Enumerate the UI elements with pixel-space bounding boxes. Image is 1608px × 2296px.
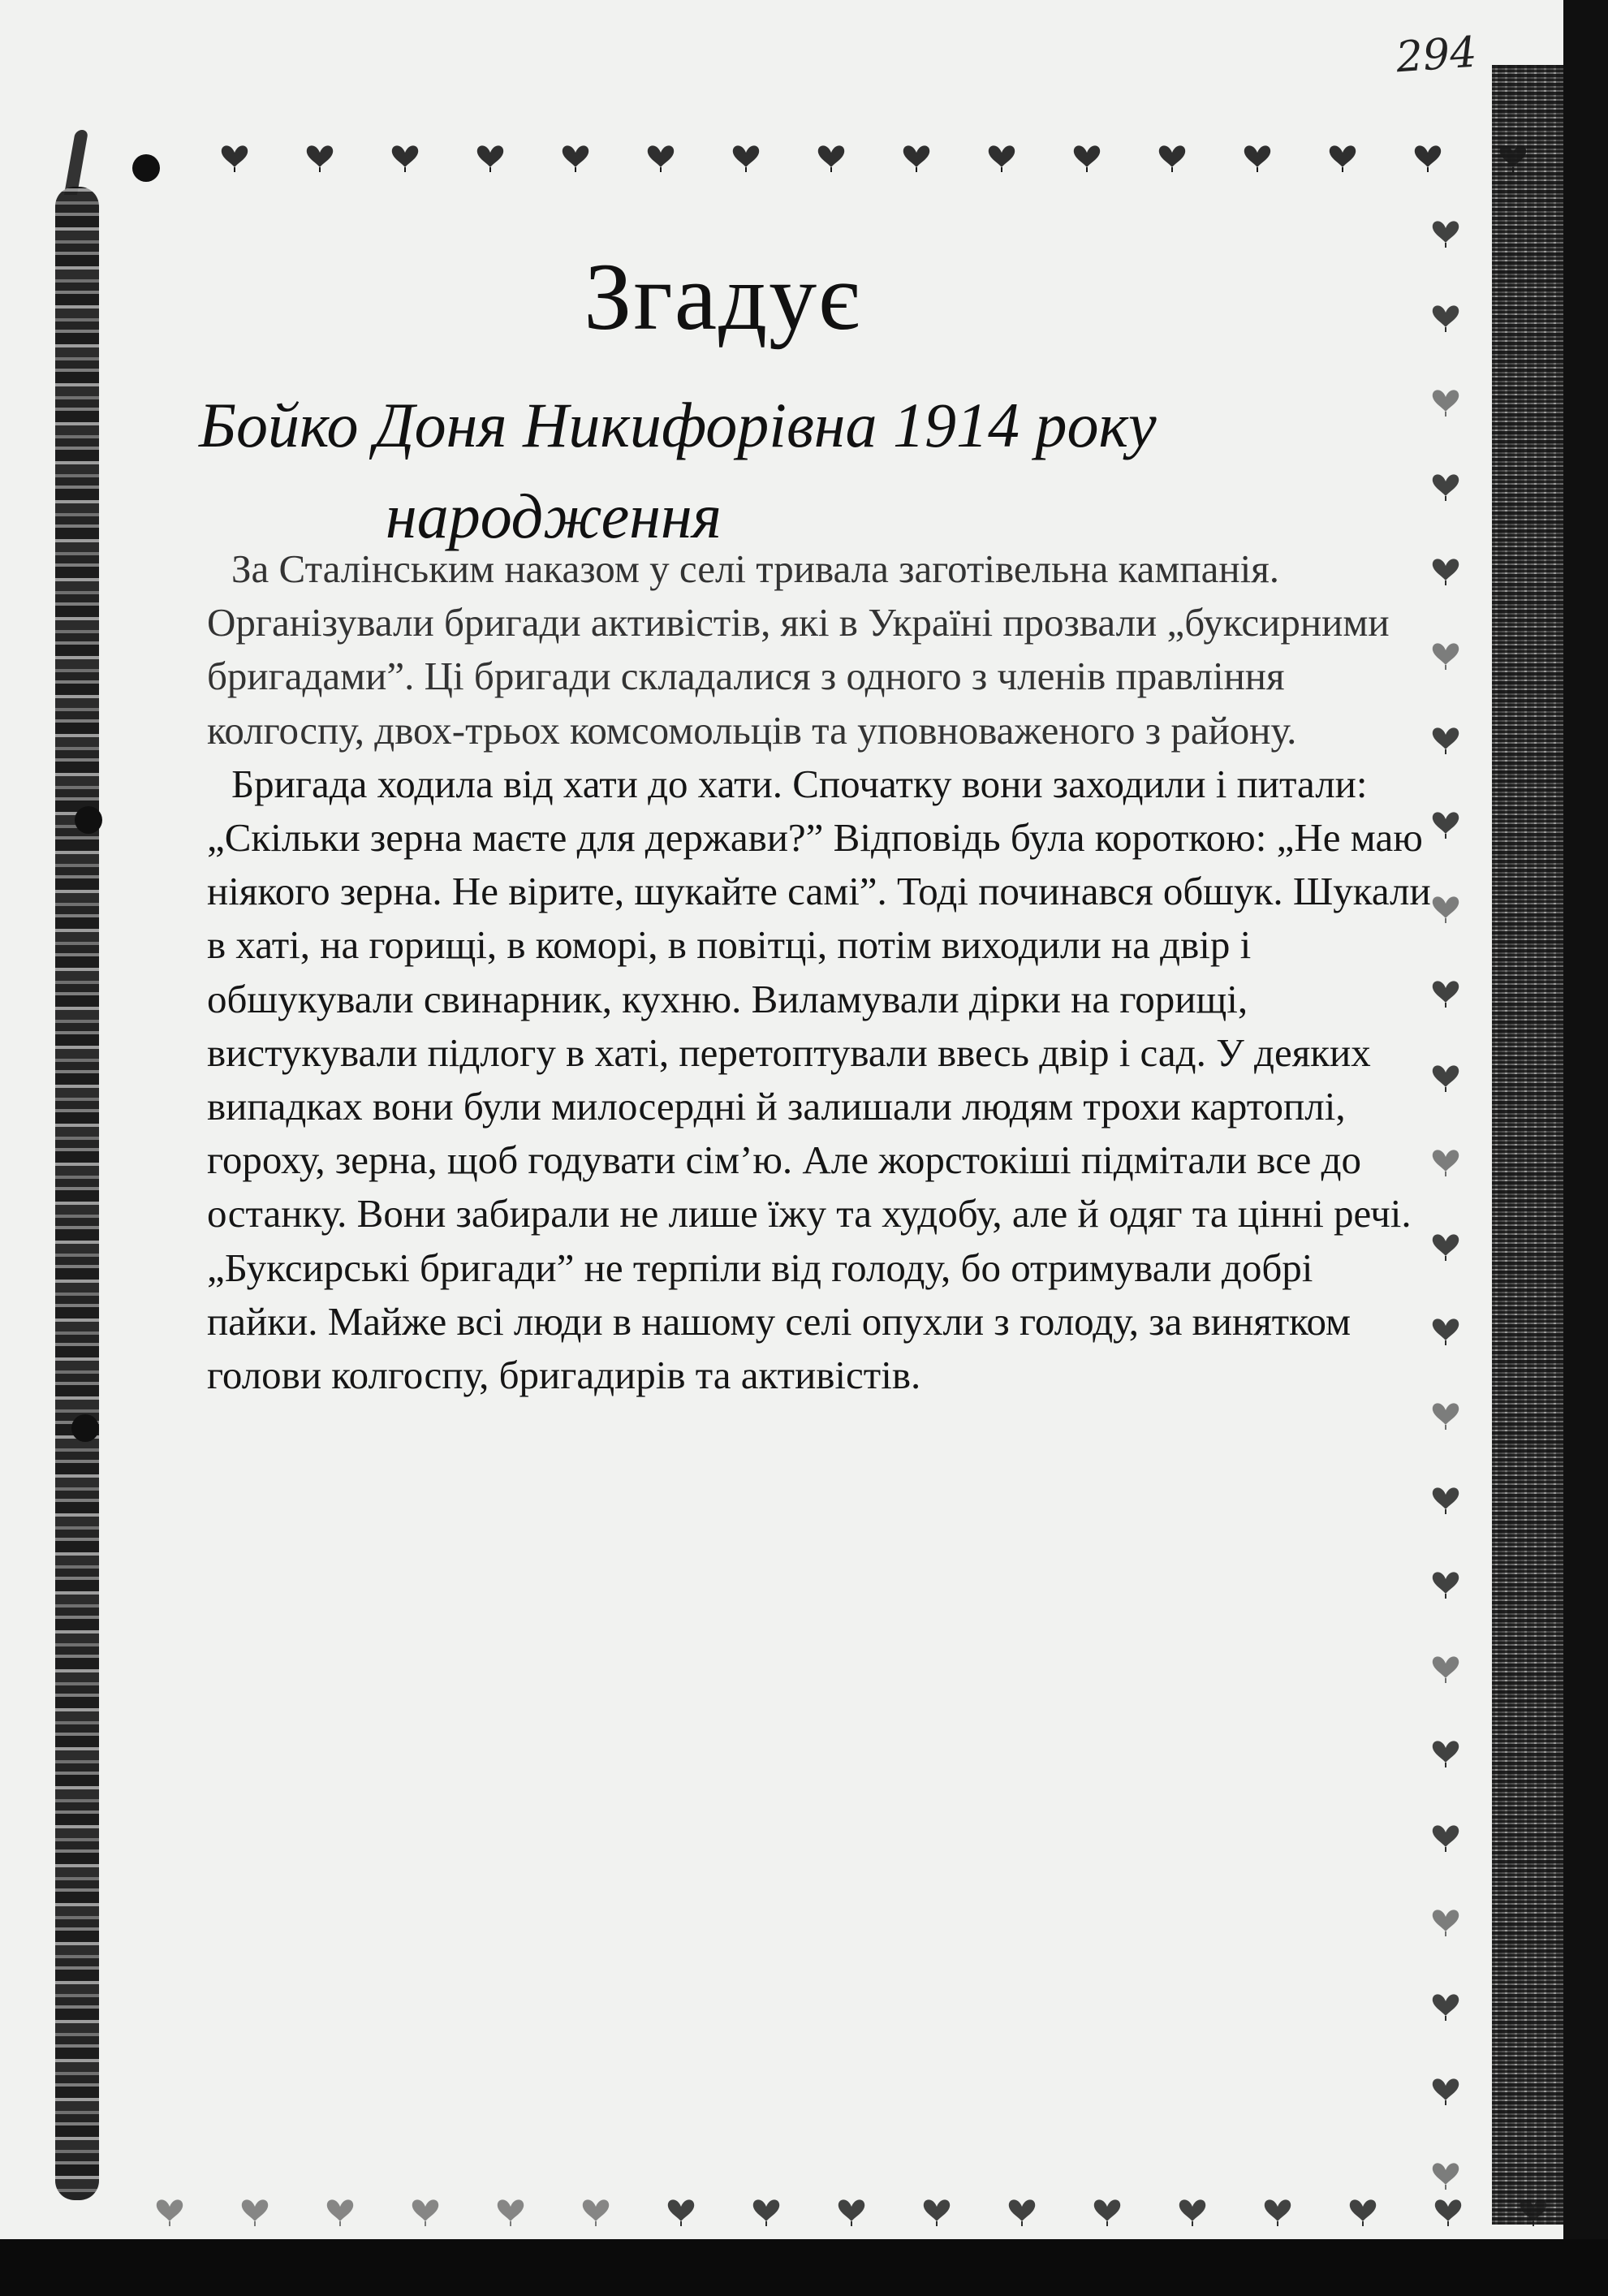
heart-balloon-icon — [410, 2194, 441, 2226]
heart-balloon-icon — [390, 140, 420, 172]
heart-balloon-icon — [219, 140, 250, 172]
heart-balloon-icon — [1430, 1904, 1461, 1936]
heart-balloon-icon — [1242, 140, 1273, 172]
heart-balloon-icon — [325, 2194, 356, 2226]
heart-balloon-icon — [1430, 2073, 1461, 2105]
heart-balloon-icon — [475, 140, 506, 172]
heart-balloon-icon — [836, 2194, 867, 2226]
heart-balloon-icon — [1430, 468, 1461, 501]
heart-balloon-icon — [901, 140, 932, 172]
heart-balloon-icon — [1430, 891, 1461, 923]
heart-balloon-icon — [1430, 1397, 1461, 1430]
heart-balloon-icon — [1433, 2194, 1464, 2226]
paragraph-2: Бригада ходила від хати до хати. Спочатку вони заходили і питали: „Скільки зерна маєте для держави?” Відповідь була короткою: „Не маю ніякого зерна. Не вірите, шукайте самі”. Тоді починався обшук. Шукали в хаті, на горищі, в коморі, в повітці, потім виходили на двір і обшукували свинарник, кухню. Виламували дірки на горищі, вистукували підлогу в хаті, перетоптували ввесь двір і сад. У деяких випадках вони були милосердні й залишали людям трохи картоплі, гороху, зерна, щоб годувати сім’ю. Але жорстокіші підмітали все до останку. Вони забирали не лише їжу та худобу, але й одяг та цінні речі. „Буксирські бригади” не терпіли від голоду, бо отримували добрі пайки. Майже всі люди в нашому селі опухли з голоду, за винятком голови колгоспу, бригадирів та активістів. — [207, 761, 1431, 1398]
left-border-tip — [64, 130, 88, 195]
heart-balloon-icon — [1430, 1988, 1461, 2021]
heart-balloon-icon — [1430, 722, 1461, 754]
heart-balloon-icon — [1071, 140, 1102, 172]
heart-balloon-icon — [154, 2194, 185, 2226]
heart-balloon-icon — [1430, 384, 1461, 416]
heart-balloon-icon — [1430, 1144, 1461, 1176]
heart-balloon-icon — [816, 140, 847, 172]
heart-balloon-icon — [1430, 1651, 1461, 1683]
page-number: 294 — [1395, 28, 1479, 83]
heart-balloon-icon — [1430, 1060, 1461, 1092]
heart-balloon-icon — [1498, 140, 1528, 172]
heart-balloon-icon — [1430, 1566, 1461, 1599]
subtitle-line-1: Бойко Доня Никифорівна 1914 року — [199, 390, 1157, 460]
paragraph-1: За Сталінським наказом у селі тривала заготівельна кампанія. Організували бригади активістів, які в Україні прозвали „буксирними бригадами”. Ці бригади складалися з одного з членів правління колгоспу, двох-трьох комсомольців та уповноваженого з району. — [207, 546, 1390, 753]
heart-balloon-icon — [495, 2194, 526, 2226]
heart-balloon-icon — [1157, 140, 1188, 172]
heart-balloon-icon — [1092, 2194, 1123, 2226]
body-text — [207, 542, 1433, 1402]
scan-edge-bottom — [0, 2239, 1608, 2296]
heart-balloon-icon — [1430, 1313, 1461, 1345]
heart-balloon-icon — [751, 2194, 782, 2226]
heart-balloon-icon — [921, 2194, 952, 2226]
heart-balloon-icon — [1347, 2194, 1378, 2226]
heart-balloon-icon — [1262, 2194, 1293, 2226]
scan-edge-right — [1563, 0, 1608, 2296]
punch-hole — [75, 806, 102, 834]
heart-balloon-icon — [1177, 2194, 1208, 2226]
punch-hole — [132, 154, 160, 182]
heart-balloon-icon — [1430, 1819, 1461, 1852]
heart-balloon-icon — [1430, 1482, 1461, 1514]
page-title: Згадує — [584, 244, 861, 350]
heart-balloon-icon — [304, 140, 335, 172]
heart-balloon-icon — [986, 140, 1017, 172]
heart-balloon-icon — [645, 140, 676, 172]
heart-balloon-icon — [1430, 975, 1461, 1008]
heart-balloon-icon — [1412, 140, 1443, 172]
left-ornamental-border — [55, 187, 99, 2200]
heart-balloon-icon — [731, 140, 761, 172]
heart-balloon-icon — [1007, 2194, 1037, 2226]
heart-balloon-icon — [1430, 2157, 1461, 2190]
heart-balloon-icon — [1430, 553, 1461, 585]
heart-balloon-icon — [1430, 806, 1461, 839]
punch-hole — [71, 1414, 99, 1442]
heart-balloon-icon — [560, 140, 591, 172]
heart-balloon-icon — [1327, 140, 1358, 172]
heart-balloon-icon — [239, 2194, 270, 2226]
copier-noise-strip — [1492, 65, 1563, 2225]
heart-balloon-icon — [1430, 637, 1461, 670]
subtitle-line-2: народження — [386, 481, 722, 551]
heart-balloon-icon — [1518, 2194, 1549, 2226]
heart-balloon-icon — [580, 2194, 611, 2226]
heart-balloon-icon — [1430, 1228, 1461, 1261]
subtitle — [199, 380, 1416, 562]
heart-balloon-icon — [666, 2194, 696, 2226]
heart-balloon-icon — [1430, 1735, 1461, 1767]
